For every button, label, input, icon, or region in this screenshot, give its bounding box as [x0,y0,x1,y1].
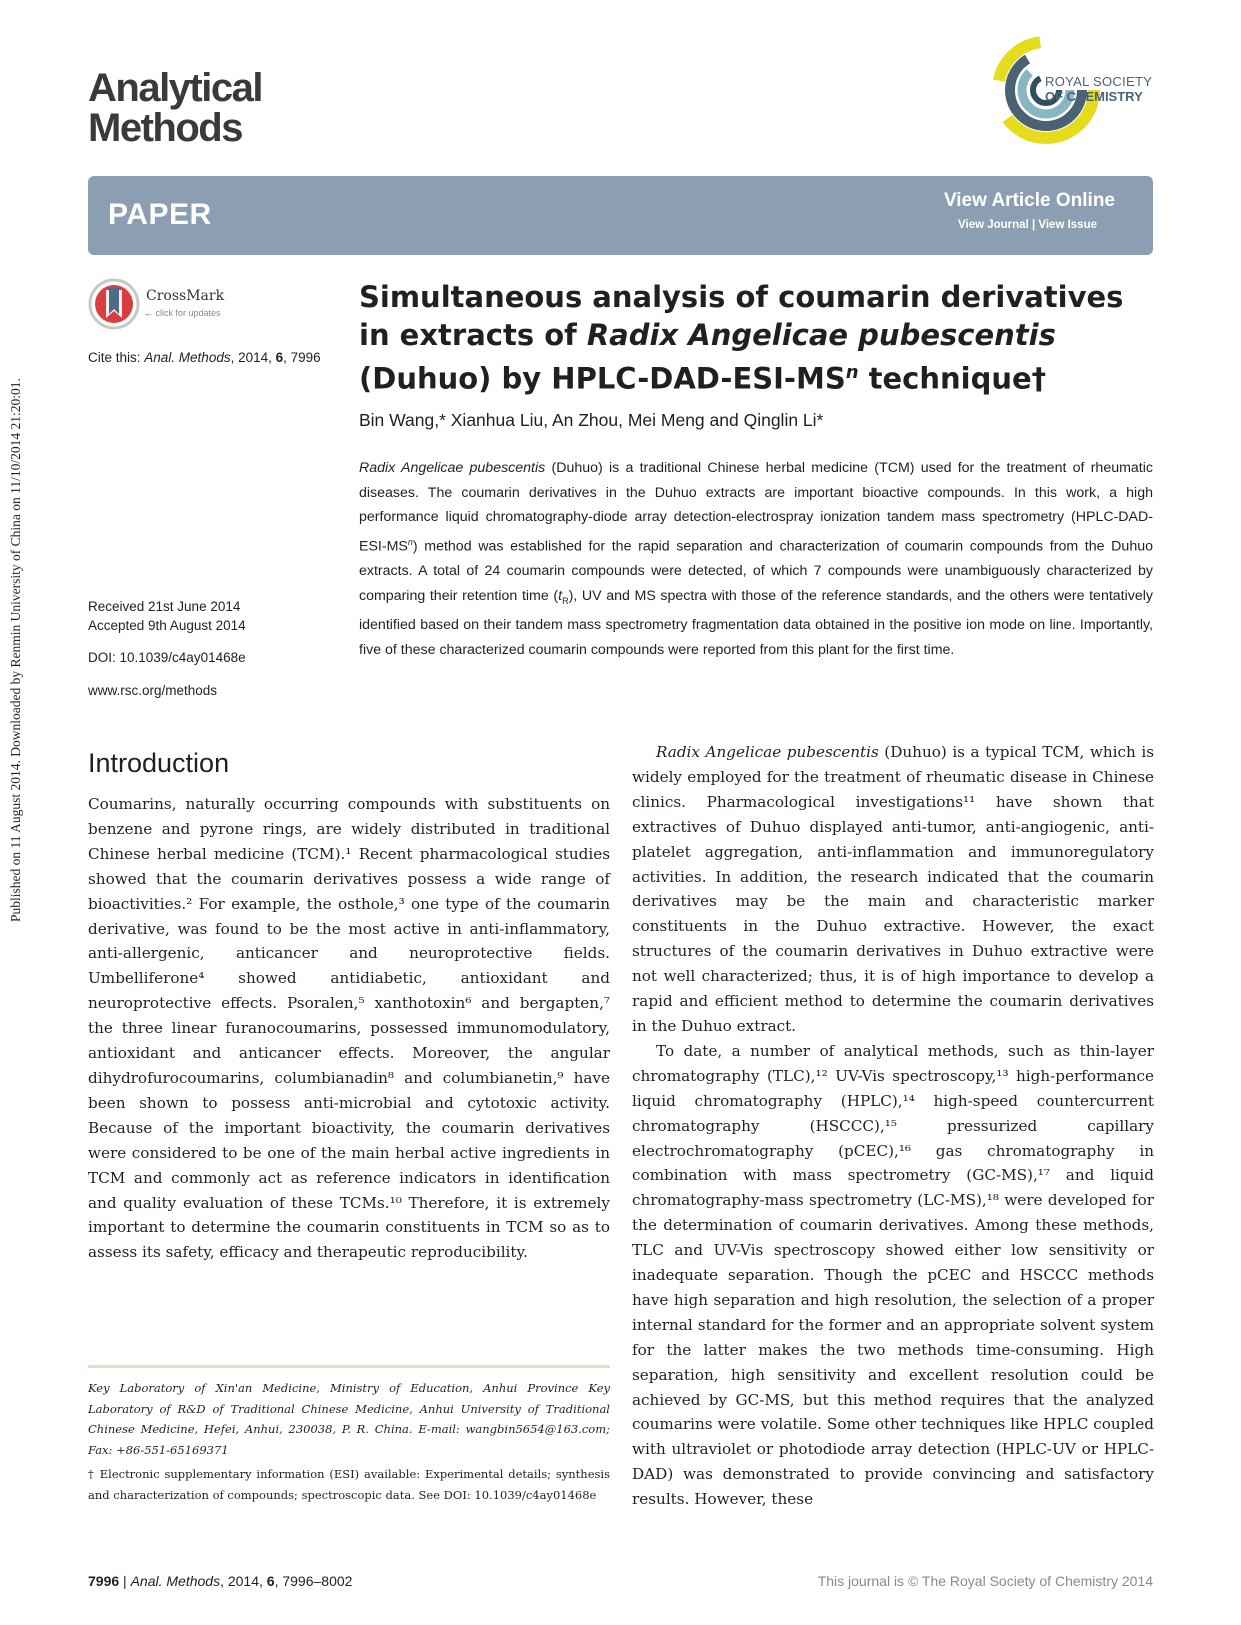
affiliation-footnote: Key Laboratory of Xin'an Medicine, Ministry of Education, Anhui Province Key Laboratory of R&D of Traditional Chinese Medicine, Anhui University of Traditional Chinese Medicine, Hefei, Anhui, 230038, P. R. China. E-mail: wangbin5654@163.com; Fax: +86-551-65169371 [88,1381,610,1457]
accepted-date: Accepted 9th August 2014 [88,618,246,633]
abstract: Radix Angelicae pubescentis (Duhuo) is a traditional Chinese herbal medicine (TCM) used for the treatment of rheumatic diseases. The coumarin derivatives in the Duhuo extracts are important bioactive compounds. In this work, a high performance liquid chromatography-diode array detection-electrospray ionization tandem mass spectrometry $(HPLC-DAD-ESI-MS^n)$ method was established for the rapid separation and characterization of coumarin compounds from the Duhuo extracts. A total of 24 coumarin compounds were detected, of which 7 compounds were unambiguously characterized by comparing their retention time $(t_R)$, UV and MS spectra with those of the reference standards, and the others were tentatively identified based on their tandem mass spectrometry fragmentation data obtained in the positive ion mode on line. Importantly, five of these characterized coumarin compounds were reported from this plant for the first time. [359,460,1153,658]
rsc-line1: ROYAL SOCIETY [1045,74,1153,89]
page-footer-citation: 7996 | Anal. Methods, 2014, 6, 7996–8002 [88,1573,353,1589]
crossmark-sublabel: ← click for updates [144,308,221,318]
received-date: Received 21st June 2014 [88,599,241,614]
citation: Cite this: Anal. Methods, 2014, 6, 7996 [88,350,321,365]
journal-title-line2: Methods [88,106,242,150]
copyright-notice: This journal is © The Royal Society of Chemistry 2014 [817,1573,1153,1589]
back-arrow-icon: ← [144,308,153,318]
intro-paragraph-1: Coumarins, naturally occurring compounds with substituents on benzene and pyrone rings, are widely distributed in traditional Chinese herbal medicine (TCM).¹ Recent pharmacological studies showed that the coumarin derivatives possess a wide range of bioactivities.² For example, the osthole,³ one type of the coumarin derivative, was found to be the most active in anti-inflammatory, anti-allergenic, anticancer and neuroprotective fields. Umbelliferone⁴ showed antidiabetic, antioxidant and neuroprotective effects. Psoralen,⁵ xanthotoxin⁶ and bergapten,⁷ the three linear furanocoumarins, possessed immunomodulatory, antioxidant and anticancer effects. Moreover, the angular dihydrofurocoumarins, columbianadin⁸ and columbianetin,⁹ have been shown to possess anti-microbial and cytotoxic activity. Because of the important bioactivity, the coumarin derivatives were considered to be one of the main herbal active ingredients in TCM and commonly act as reference indicators in identification and quality evaluation of these TCMs.¹⁰ Therefore, it is extremely important to determine the coumarin constituents in TCM so as to assess its safety, efficacy and therapeutic reproducibility. [88,795,610,1262]
author-list: Bin Wang,* Xianhua Liu, An Zhou, Mei Meng and Qinglin Li* [359,410,824,430]
article-title: Simultaneous analysis of coumarin derivatives in extracts of Radix Angelicae pubescentis (Duhuo) by HPLC-$DAD-ESI-MS^n$ technique† [359,280,1124,396]
rsc-logo[interactable] [990,34,1160,146]
intro-right-column [632,740,1154,1512]
footnotes [88,1378,610,1505]
footnote-divider [88,1365,610,1368]
article-type-banner [88,176,1153,255]
esi-footnote: † Electronic supplementary information (ESI) available: Experimental details; synthesis and characterization of compounds; spectroscopic data. See DOI: 10.1039/c4ay01468e [88,1467,610,1502]
intro-paragraph-2: Radix Angelicae pubescentis (Duhuo) is a typical TCM, which is widely employed for the treatment of rheumatic disease in Chinese clinics. Pharmacological investigations¹¹ have shown that extractives of Duhuo displayed anti-tumor, anti-angiogenic, anti-platelet aggregation, anti-inflammation and immunoregulatory activities. In addition, the research indicated that the coumarin derivatives may be the main and characteristic marker constituents in the Duhuo extractive. However, the exact structures of the coumarin derivatives in Duhuo extractive were not well characterized; thus, it is of high importance to develop a rapid and efficient method to determine the coumarin derivatives in the Duhuo extract. [632,743,1154,1035]
journal-title-line1: Analytical [88,66,262,110]
view-article-online-link[interactable]: View Article Online [943,190,1115,211]
crossmark-label: CrossMark [146,288,225,304]
view-journal-link[interactable]: View Journal [958,219,1029,231]
intro-paragraph-3: To date, a number of analytical methods, such as thin-layer chromatography (TLC),¹² UV-Vis spectroscopy,¹³ high-performance liquid chromatography (HPLC),¹⁴ high-speed countercurrent chromatography (HSCCC),¹⁵ pressurized capillary electrochromatography (pCEC),¹⁶ gas chromatography in combination with mass spectrometry (GC-MS),¹⁷ and liquid chromatography-mass spectrometry (LC-MS),¹⁸ were developed for the determination of coumarin derivatives. Among these methods, TLC and UV-Vis spectroscopy showed either low sensitivity or inadequate separation. Though the pCEC and HSCCC methods have high separation and high resolution, the selection of a proper internal standard for the former and an appropriate solvent system for the latter makes the two methods time-consuming. High separation, high sensitivity and excellent resolution could be achieved by GC-MS, but this method requires that the analyzed coumarins were volatile. Some other techniques like HPLC coupled with ultraviolet or photodiode array detection (HPLC-UV or HPLC-DAD) was demonstrated to provide convincing and satisfactory results. However, these [632,1041,1154,1509]
journal-url[interactable]: www.rsc.org/methods [88,683,218,698]
doi[interactable]: DOI: 10.1039/c4ay01468e [88,650,246,665]
crossmark-icon [88,278,140,330]
article-type-label: PAPER [108,198,212,231]
download-note: Published on 11 August 2014. Downloaded by Renmin University of China on 11/10/2014 21:20:01. [8,378,23,922]
rsc-line2: OF CHEMISTRY [1045,89,1143,104]
rsc-wordmark [1045,74,1152,104]
crossmark-badge[interactable] [88,278,248,332]
view-links [958,219,1097,231]
link-separator: | [1028,219,1039,231]
page-number: 7996 [88,1573,120,1589]
section-heading-introduction: Introduction [88,748,230,778]
journal-logo [88,68,262,148]
view-issue-link[interactable]: View Issue [1038,219,1097,231]
